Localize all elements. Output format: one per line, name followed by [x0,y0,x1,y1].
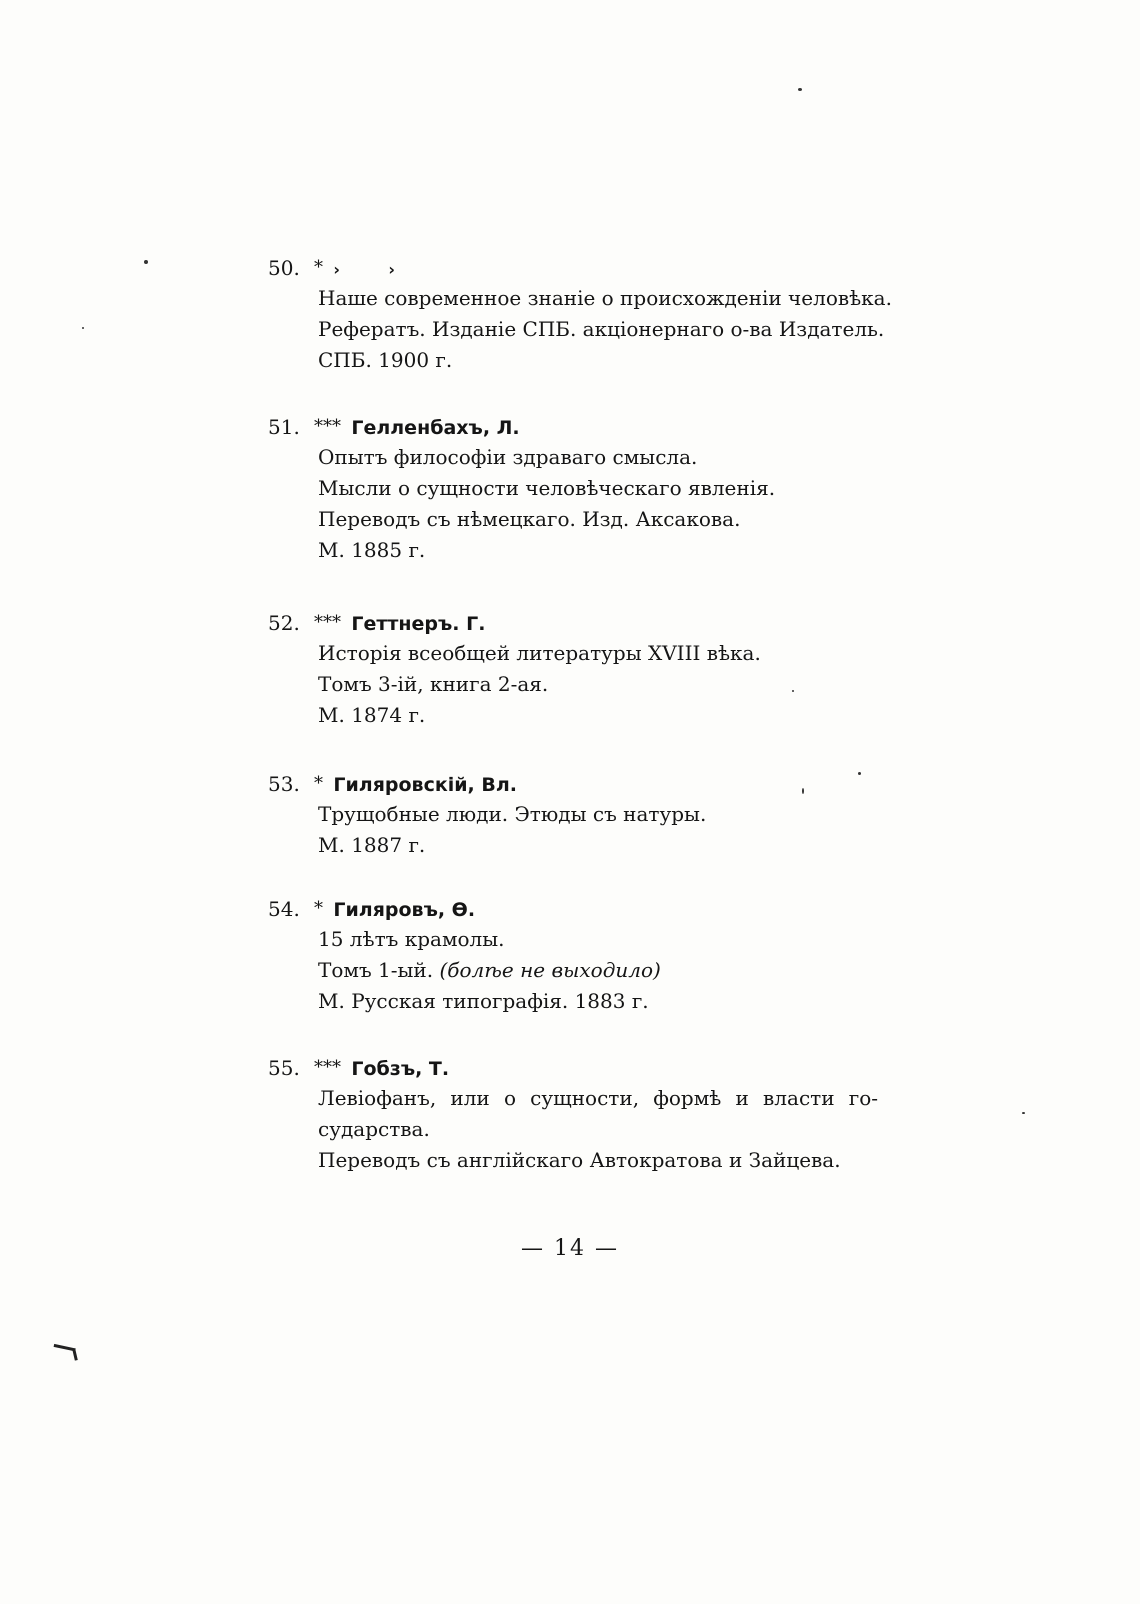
entry-author: Гелленбахъ, Л. [351,417,520,439]
scan-speck [144,260,148,264]
entry-heading-text [314,769,517,800]
entry-53 [268,769,908,861]
entry-stars: * [314,773,323,794]
entry-line: СПБ. 1900 г. [318,348,453,372]
entry-line: Томъ 3-ій, книга 2-ая. [318,672,549,696]
entry-stars: *** [314,1057,341,1078]
entry-line: Мысли о сущности человѣческаго явленія. [318,476,776,500]
entry-number: 50. [268,256,300,280]
italic-note: (болѣе не выходило) [439,958,661,982]
entry-stars: *** [314,612,341,633]
entry-author: Гобзъ, Т. [351,1058,450,1080]
entry-line: Переводъ съ нѣмецкаго. Изд. Аксакова. [318,507,741,531]
entry-heading-text [314,608,485,639]
page-number: — 14 — [521,1236,619,1261]
entry-author: Гиляровъ, Ѳ. [333,899,476,921]
entry-line: М. 1885 г. [318,538,426,562]
entry-lines [318,1083,908,1176]
scan-speck [1022,1112,1025,1114]
ditto-mark: › [333,260,340,279]
entry-line: Наше современное знаніе о происхожденіи человѣка. [318,286,892,310]
entry-lines [318,799,908,861]
entry-line: Левіофанъ, или о сущности, формѣ и власти го- [318,1086,878,1110]
entry-lines [318,638,908,731]
entry-54 [268,894,908,1017]
entry-line: 15 лѣтъ крамолы. [318,927,505,951]
entry-50 [268,253,908,376]
entry-lines [318,283,908,376]
entry-stars: * [314,898,323,919]
entry-heading [268,412,908,442]
ditto-mark: › [388,260,395,279]
entry-line: Опытъ философіи здраваго смысла. [318,445,698,469]
entry-line: Переводъ съ англійскаго Автократова и Зайцева. [318,1148,841,1172]
entry-stars: * [314,257,323,278]
entry-author: Гиляровскій, Вл. [333,774,518,796]
entry-number: 55. [268,1056,300,1080]
entry-lines [318,442,908,566]
scan-speck [82,327,84,329]
entry-heading [268,253,908,283]
entry-55 [268,1053,908,1176]
entry-heading [268,769,908,799]
entry-author: Геттнеръ. Г. [351,613,486,635]
scan-speck [798,88,802,91]
entry-heading-text [314,412,520,443]
entry-line: М. Русская типографія. 1883 г. [318,989,649,1013]
entry-lines [318,924,908,1017]
entry-heading-text [314,894,475,925]
entry-line [318,955,908,986]
entry-line: М. 1874 г. [318,703,426,727]
entry-number: 53. [268,772,300,796]
entry-line: Трущобные люди. Этюды съ натуры. [318,802,707,826]
entry-number: 54. [268,897,300,921]
scan-speck [802,788,804,794]
entry-heading-text [314,1053,449,1084]
entry-heading [268,894,908,924]
entry-stars: *** [314,416,341,437]
entry-number: 51. [268,415,300,439]
scan-speck [792,690,794,692]
entry-heading-text [314,253,395,285]
entry-heading [268,1053,908,1083]
entry-line-text: Томъ 1-ый. [318,958,434,982]
entry-line: сударства. [318,1117,430,1141]
scan-mark [50,1344,75,1367]
entry-line: Рефератъ. Изданіе СПБ. акціонернаго о-ва Издатель. [318,317,885,341]
entry-line: М. 1887 г. [318,833,426,857]
entry-number: 52. [268,611,300,635]
scan-speck [858,772,861,775]
entry-heading [268,608,908,638]
entry-52 [268,608,908,731]
entry-line: Исторія всеобщей литературы XVIII вѣка. [318,641,761,665]
entry-51 [268,412,908,566]
